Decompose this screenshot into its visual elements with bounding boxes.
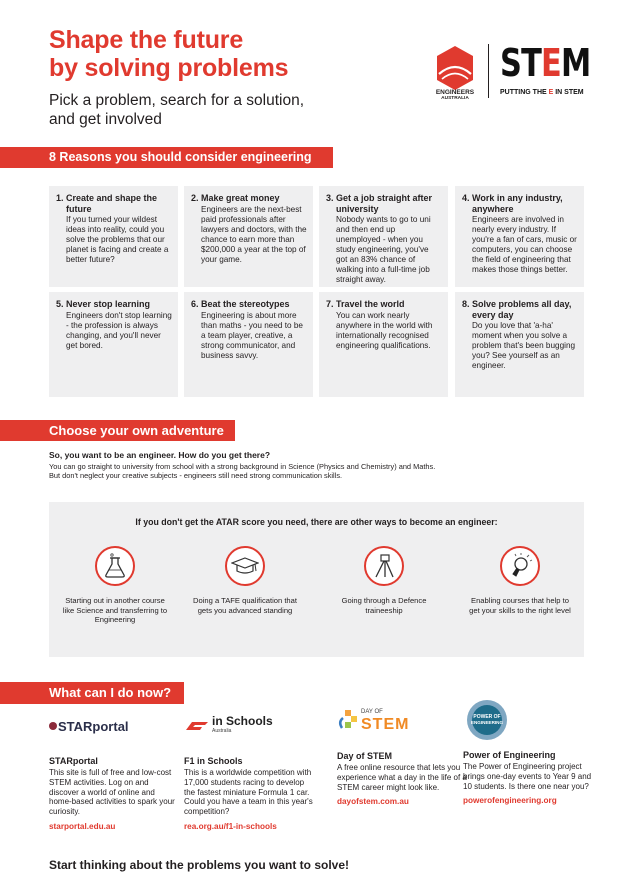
reason-number: 2. (191, 193, 199, 203)
footer-callout: Start thinking about the problems you want to solve! (49, 858, 350, 872)
reason-title: Beat the stereotypes (201, 299, 290, 309)
resource-name: STARportal (49, 756, 98, 766)
day-of-stem-logo-icon (337, 708, 359, 732)
stem-logo-t: T (521, 41, 542, 85)
stem-logo-m: M (561, 41, 591, 85)
resource-link[interactable]: dayofstem.com.au (337, 797, 409, 807)
pathway-label: Enabling courses that help to get your skills to the right level (469, 596, 571, 615)
stem-tagline-e: E (548, 89, 554, 96)
reason-card (184, 292, 313, 397)
title-line-1: Shape the future (49, 26, 244, 54)
reason-number: 6. (191, 299, 199, 309)
power-of-engineering-logo (463, 696, 593, 744)
power-of-engineering-logo-icon (463, 696, 511, 744)
resource-link[interactable]: powerofengineering.org (463, 796, 557, 806)
stem-logo-e: E (541, 41, 562, 85)
stem-logo-s: S (500, 41, 522, 85)
reason-title: Make great money (201, 193, 280, 203)
resource-description: This is a worldwide competition with 17,000 students racing to develop the fastest miniature Formula 1 car. Could you have a team in this year's competition? (184, 768, 313, 817)
reason-title: Get a job straight after university (336, 193, 433, 214)
reason-text: Nobody wants to go to uni and then end up unemployed - when you study engineering, you've got an 83% chance of walking into a full-time job straight away. (336, 215, 431, 284)
pathway-item (60, 546, 170, 625)
reason-card (319, 186, 448, 287)
resource-name: F1 in Schools (184, 756, 243, 766)
f1-logo-subtext: Australia (212, 728, 232, 734)
lightbulb-icon (500, 546, 540, 586)
pathway-label: Starting out in another course like Science and transferring to Engineering (62, 596, 168, 624)
subtitle-line-2: and get involved (49, 111, 162, 128)
day-of-stem-logo (337, 700, 467, 740)
reason-title: Travel the world (336, 299, 405, 309)
page-subtitle (49, 91, 304, 129)
stem-tagline-pre: PUTTING THE (500, 89, 549, 96)
pathway-item (329, 546, 439, 615)
reason-text: Do you love that 'a-ha' moment when you solve a problem that's been bugging you? See yourself as an engineer. (472, 321, 576, 370)
f1-logo-icon (184, 721, 210, 731)
reason-number: 1. (56, 193, 64, 203)
reason-card (455, 292, 584, 397)
pathway-label: Doing a TAFE qualification that gets you advanced standing (193, 596, 297, 615)
resource-name: Power of Engineering (463, 750, 556, 760)
f1-logo-text: in Schools (212, 714, 273, 728)
ea-logo-subtext: AUSTRALIA (441, 96, 469, 101)
reason-text: Engineers are the next-best paid professionals after lawyers and doctors, with the chance to earn more than $200,000 a year at the top of your game. (201, 204, 307, 264)
stem-logo (500, 42, 590, 84)
reason-number: 3. (326, 193, 334, 203)
resource-day-of-stem (337, 700, 467, 806)
reason-title: Create and shape the future (66, 193, 158, 214)
adventure-question: So, you want to be an engineer. How do you get there? (49, 450, 271, 460)
ea-logo-text: ENGINEERS (435, 89, 475, 96)
logo-divider (488, 44, 489, 98)
f1-logo (184, 706, 314, 746)
reason-card (455, 186, 584, 287)
reason-number: 5. (56, 299, 64, 309)
title-line-2: by solving problems (49, 54, 289, 82)
page-title (49, 26, 288, 82)
starportal-logo-text: STARportal (58, 718, 129, 734)
surveyor-tripod-icon (364, 546, 404, 586)
resource-name: Day of STEM (337, 751, 393, 761)
starportal-logo (49, 706, 179, 746)
resource-description: This site is full of free and low-cost STEM activities. Log on and discover a world of online and home-based activities to spark your curiosity. (49, 768, 175, 817)
svg-text:ENGINEERING: ENGINEERING (470, 720, 504, 725)
section-header-now: What can I do now? (0, 682, 184, 704)
reason-card (319, 292, 448, 397)
day-of-stem-logo-top: DAY OF (361, 709, 383, 715)
reason-card (184, 186, 313, 287)
reason-text: If you turned your wildest ideas into reality, could you solve the problems that our planet is facing and create a better future? (66, 215, 169, 264)
adventure-paragraph-line-2: But don't neglect your creative subjects - engineers still need strong communication skills. (49, 471, 343, 480)
stem-tagline (500, 89, 584, 96)
day-of-stem-logo-text: STEM (361, 716, 410, 733)
svg-text:POWER OF: POWER OF (473, 714, 501, 720)
reason-title: Never stop learning (66, 299, 151, 309)
adventure-paragraph-line-1: You can go straight to university from school with a strong background in Science (Physics and Chemistry) and Maths. (49, 462, 436, 471)
resource-link[interactable]: starportal.edu.au (49, 821, 116, 831)
reason-number: 7. (326, 299, 334, 309)
pathway-item (465, 546, 575, 615)
reason-text: Engineering is about more than maths - you need to be a team player, creative, a strong communicator, and business savvy. (201, 310, 303, 360)
section-header-reasons: 8 Reasons you should consider engineering (0, 147, 333, 168)
resource-starportal (49, 706, 179, 831)
reason-number: 4. (462, 193, 470, 203)
reason-title: Work in any industry, anywhere (472, 193, 563, 214)
reason-card (49, 292, 178, 397)
reason-card (49, 186, 178, 287)
resource-description: The Power of Engineering project brings one-day events to Year 9 and 10 students. Is there one near you? (463, 762, 592, 791)
graduation-cap-icon (225, 546, 265, 586)
reason-number: 8. (462, 299, 470, 309)
starportal-logo-icon (49, 722, 57, 730)
reason-text: You can work nearly anywhere in the world with internationally recognised engineering qualifications. (336, 310, 433, 350)
subtitle-line-1: Pick a problem, search for a solution, (49, 92, 305, 109)
pathway-item (190, 546, 300, 615)
pathway-label: Going through a Defence traineeship (341, 596, 427, 615)
resource-link[interactable]: rea.org.au/f1-in-schools (184, 821, 277, 831)
resource-f1-in-schools (184, 706, 314, 831)
atar-heading: If you don't get the ATAR score you need, there are other ways to become an engineer: (135, 517, 498, 527)
resource-power-of-engineering (463, 696, 593, 805)
reason-text: Engineers don't stop learning - the profession is always changing, and you'll never get bored. (66, 310, 172, 350)
section-header-adventure: Choose your own adventure (0, 420, 235, 441)
adventure-paragraph (49, 462, 579, 480)
resource-description: A free online resource that lets you experience what a day in the life of a STEM career might look like. (337, 763, 467, 792)
reason-title: Solve problems all day, every day (472, 299, 572, 320)
flask-icon (95, 546, 135, 586)
stem-tagline-post: IN STEM (553, 89, 584, 96)
reason-text: Engineers are involved in nearly every industry. If you're a fan of cars, music or computers, you can choose the field of engineering that makes those things better. (472, 215, 577, 274)
